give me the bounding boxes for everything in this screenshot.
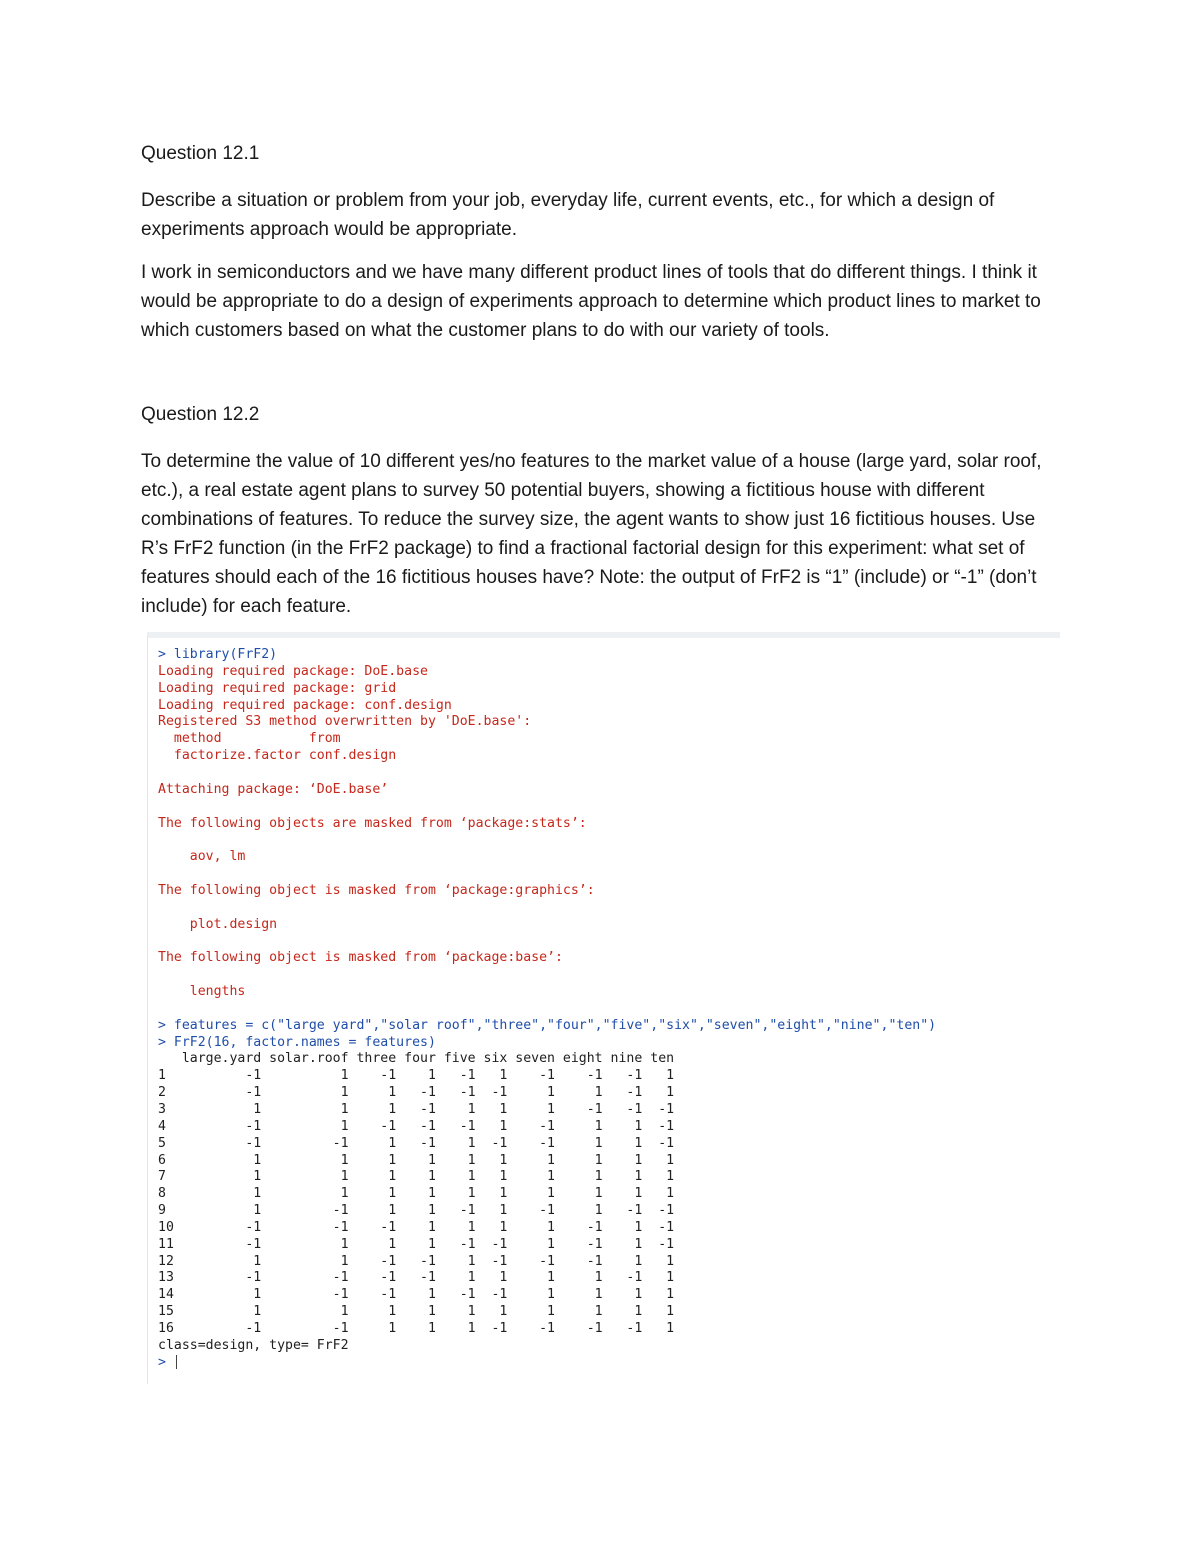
console-command-line: > library(FrF2) xyxy=(158,647,278,662)
console-message-line: factorize.factor conf.design xyxy=(158,748,397,764)
console-output-line: 8 1 1 1 1 1 1 1 1 1 1 xyxy=(158,1186,675,1202)
console-message-line: lengths xyxy=(158,984,246,999)
console-cursor[interactable] xyxy=(176,1355,177,1369)
console-output-line: 10 -1 -1 -1 1 1 1 1 -1 1 -1 xyxy=(158,1219,675,1235)
console-message-line: plot.design xyxy=(158,916,278,932)
console-message-line: Loading required package: DoE.base xyxy=(158,663,428,679)
console-message-line: Attaching package: ‘DoE.base’ xyxy=(158,781,389,797)
console-output-line: 16 -1 -1 1 1 1 -1 -1 -1 -1 1 xyxy=(158,1321,675,1336)
question-12-2-heading: Question 12.2 xyxy=(141,404,260,425)
console-output-line: 6 1 1 1 1 1 1 1 1 1 1 xyxy=(158,1152,675,1168)
question-12-1-prompt: Describe a situation or problem from your job, everyday life, current events, etc., for which a design of experiments approach would be appropriate. xyxy=(141,190,995,240)
console-message-line: Loading required package: conf.design xyxy=(158,697,452,713)
console-message-line: aov, lm xyxy=(158,849,246,865)
console-output-line: class=design, type= FrF2 xyxy=(158,1337,349,1353)
console-output-line: 15 1 1 1 1 1 1 1 1 1 1 xyxy=(158,1304,675,1320)
console-command-line: > FrF2(16, factor.names = features) xyxy=(158,1034,436,1050)
console-output-line: 4 -1 1 -1 -1 -1 1 -1 1 1 -1 xyxy=(158,1118,675,1134)
question-12-1-heading: Question 12.1 xyxy=(141,143,260,164)
console-output-line: large.yard solar.roof three four five six seven eight nine ten xyxy=(158,1051,675,1067)
console-message-line: The following object is masked from ‘package:graphics’: xyxy=(158,882,595,898)
console-output-line: 3 1 1 1 -1 1 1 1 -1 -1 -1 xyxy=(158,1101,675,1117)
console-output-line: 11 -1 1 1 1 -1 -1 1 -1 1 -1 xyxy=(158,1236,675,1252)
console-message-line: Registered S3 method overwritten by 'DoE.base': xyxy=(158,714,532,730)
console-message-line: method from xyxy=(158,731,341,747)
console-output-line: 14 1 -1 -1 1 -1 -1 1 1 1 1 xyxy=(158,1287,675,1303)
console-output-line: 7 1 1 1 1 1 1 1 1 1 1 xyxy=(158,1169,675,1185)
console-output-line: 12 1 1 -1 -1 1 -1 -1 -1 1 1 xyxy=(158,1253,675,1269)
console-command-line: > xyxy=(158,1355,177,1371)
console-output-line: 9 1 -1 1 1 -1 1 -1 1 -1 -1 xyxy=(158,1203,675,1219)
question-12-2-prompt: To determine the value of 10 different yes/no features to the market value of a house (large yard, solar roof, etc.), a real estate agent plans to survey 50 potential buyers, showing a fictitious house with different combinations of features. To reduce the survey size, the agent wants to show just 16 fictitious houses. Use R’s FrF2 function (in the FrF2 package) to find a fractional factorial design for this experiment: what set of features should each of the 16 fictitious houses have? Note: the output of FrF2 is “1” (include) or “-1” (don’t include) for each feature. xyxy=(141,451,1042,617)
question-12-1-answer: I work in semiconductors and we have many different product lines of tools that do different things. I think it would be appropriate to do a design of experiments approach to determine which product lines to market to which customers based on what the customer plans to do with our variety of tools. xyxy=(141,262,1041,341)
r-console-screenshot xyxy=(147,632,1060,1384)
console-message-line: Loading required package: grid xyxy=(158,680,397,696)
console-output-line: 1 -1 1 -1 1 -1 1 -1 -1 -1 1 xyxy=(158,1068,675,1084)
console-output-line: 5 -1 -1 1 -1 1 -1 -1 1 1 -1 xyxy=(158,1135,675,1151)
console-command-line: > features = c("large yard","solar roof","three","four","five","six","seven","eight","nine","ten") xyxy=(158,1017,937,1033)
console-message-line: The following object is masked from ‘package:base’: xyxy=(158,950,563,966)
console-message-line: The following objects are masked from ‘package:stats’: xyxy=(158,815,587,831)
console-output-line: 13 -1 -1 -1 -1 1 1 1 1 -1 1 xyxy=(158,1270,675,1286)
console-output-line: 2 -1 1 1 -1 -1 -1 1 1 -1 1 xyxy=(158,1085,675,1101)
